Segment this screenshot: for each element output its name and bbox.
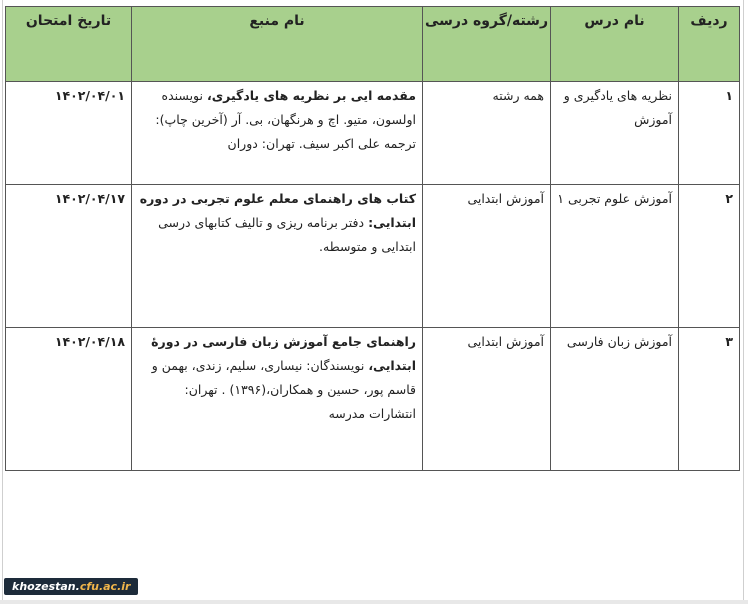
row-number-cell: ۱: [679, 82, 740, 185]
exam-date-cell: ۱۴۰۲/۰۴/۰۱: [6, 82, 132, 185]
exam-schedule-table: [5, 6, 740, 471]
field-group-cell: آموزش ابتدایی: [423, 185, 551, 328]
table-header-row: [6, 7, 740, 82]
header-field-group: رشته/گروه درسی: [423, 7, 551, 82]
header-course-name: نام درس: [551, 7, 679, 82]
watermark-suffix: cfu.ac.ir: [79, 580, 131, 593]
site-watermark: [4, 578, 138, 595]
course-name-cell: آموزش علوم تجربی ۱: [551, 185, 679, 328]
source-details: نویسنده اولسون، متیو. اچ و هرنگهان، بی. آر (آخرین چاپ): ترجمه علی اکبر سیف. تهران: دوران: [155, 88, 416, 151]
table-row: [6, 82, 740, 185]
row-number-cell: ۲: [679, 185, 740, 328]
exam-date-cell: ۱۴۰۲/۰۴/۱۸: [6, 328, 132, 471]
source-cell: [132, 82, 423, 185]
source-title: راهنمای جامع آموزش زبان فارسی در دورهٔ ابتدایی،: [151, 334, 416, 373]
source-details: دفتر برنامه ریزی و تالیف کتابهای درسی ابتدایی و متوسطه.: [158, 215, 416, 254]
course-name-cell: نظریه های یادگیری و آموزش: [551, 82, 679, 185]
field-group-cell: آموزش ابتدایی: [423, 328, 551, 471]
header-exam-date: تاریخ امتحان: [6, 7, 132, 82]
header-source-name: نام منبع: [132, 7, 423, 82]
source-title: مقدمه ایی بر نظریه های یادگیری،: [206, 88, 416, 103]
page-bottom-edge: [0, 600, 748, 604]
watermark-prefix: khozestan.: [12, 580, 80, 593]
table-row: [6, 328, 740, 471]
header-row-number: ردیف: [679, 7, 740, 82]
source-cell: [132, 185, 423, 328]
course-name-cell: آموزش زبان فارسی: [551, 328, 679, 471]
exam-date-cell: ۱۴۰۲/۰۴/۱۷: [6, 185, 132, 328]
source-details: نویسندگان: نیساری، سلیم، زندی، بهمن و قاسم پور، حسین و همکاران،(۱۳۹۶) . تهران: انتشارات مدرسه: [151, 358, 416, 421]
source-cell: [132, 328, 423, 471]
source-title: کتاب های راهنمای معلم علوم تجربی در دوره ابتدایی:: [139, 191, 416, 230]
table-row: [6, 185, 740, 328]
field-group-cell: همه رشته: [423, 82, 551, 185]
row-number-cell: ۳: [679, 328, 740, 471]
